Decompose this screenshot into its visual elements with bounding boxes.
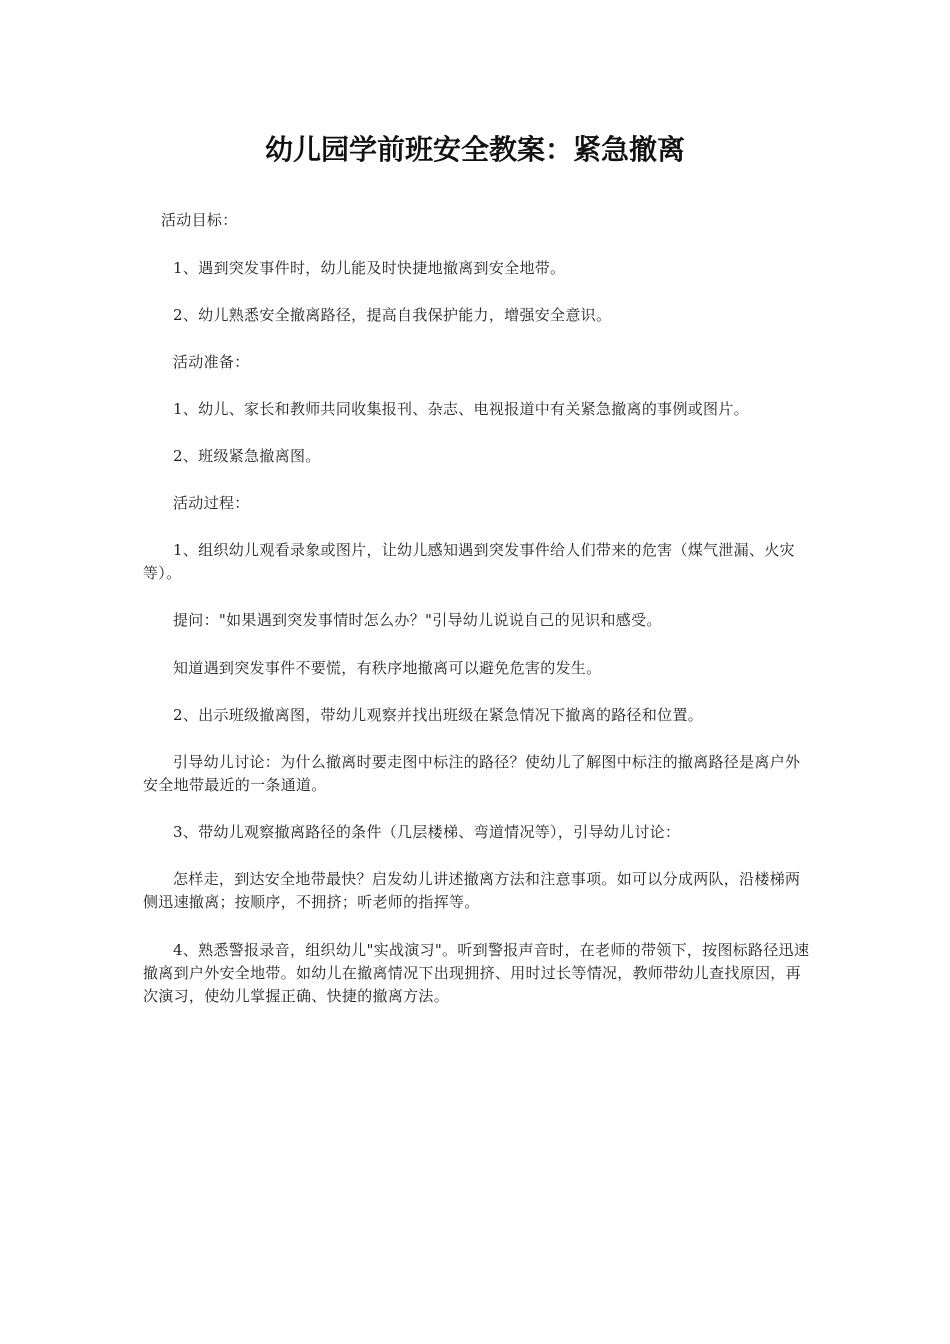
section-heading-process: 活动过程：: [173, 494, 250, 512]
section-heading-preparation: 活动准备：: [173, 353, 250, 371]
paragraph: 2、幼儿熟悉安全撤离路径，提高自我保护能力，增强安全意识。: [173, 306, 612, 324]
paragraph: 知道遇到突发事件不要慌，有秩序地撤离可以避免危害的发生。: [173, 659, 602, 677]
document-title: 幼儿园学前班安全教案：紧急撤离: [264, 133, 685, 166]
section-heading-goals: 活动目标：: [161, 211, 238, 229]
paragraph: 怎样走，到达安全地带最快？启发幼儿讲述撤离方法和注意事项。如可以分成两队，沿楼梯两侧迅速撤离；按顺序，不拥挤；听老师的指挥等。: [143, 870, 801, 911]
paragraph: 引导幼儿讨论：为什么撤离时要走图中标注的路径？使幼儿了解图中标注的撤离路径是离户外安全地带最近的一条通道。: [143, 753, 801, 794]
paragraph: 3、带幼儿观察撤离路径的条件（几层楼梯、弯道情况等），引导幼儿讨论：: [173, 823, 681, 841]
paragraph: 1、组织幼儿观看录象或图片，让幼儿感知遇到突发事件给人们带来的危害（煤气泄漏、火灾等）。: [143, 541, 795, 582]
paragraph: 1、遇到突发事件时，幼儿能及时快捷地撤离到安全地带。: [173, 259, 566, 277]
paragraph: 4、熟悉警报录音，组织幼儿"实战演习"。听到警报声音时，在老师的带领下，按图标路径迅速撤离到户外安全地带。如幼儿在撤离情况下出现拥挤、用时过长等情况，教师带幼儿查找原因，再次演习，使幼儿掌握正确、快捷的撤离方法。: [143, 941, 810, 1005]
paragraph: 2、出示班级撤离图，带幼儿观察并找出班级在紧急情况下撤离的路径和位置。: [173, 706, 704, 724]
paragraph: 2、班级紧急撤离图。: [173, 447, 321, 465]
paragraph: 提问："如果遇到突发事情时怎么办？"引导幼儿说说自己的见识和感受。: [173, 611, 662, 629]
paragraph: 1、幼儿、家长和教师共同收集报刊、杂志、电视报道中有关紧急撤离的事例或图片。: [173, 400, 749, 418]
